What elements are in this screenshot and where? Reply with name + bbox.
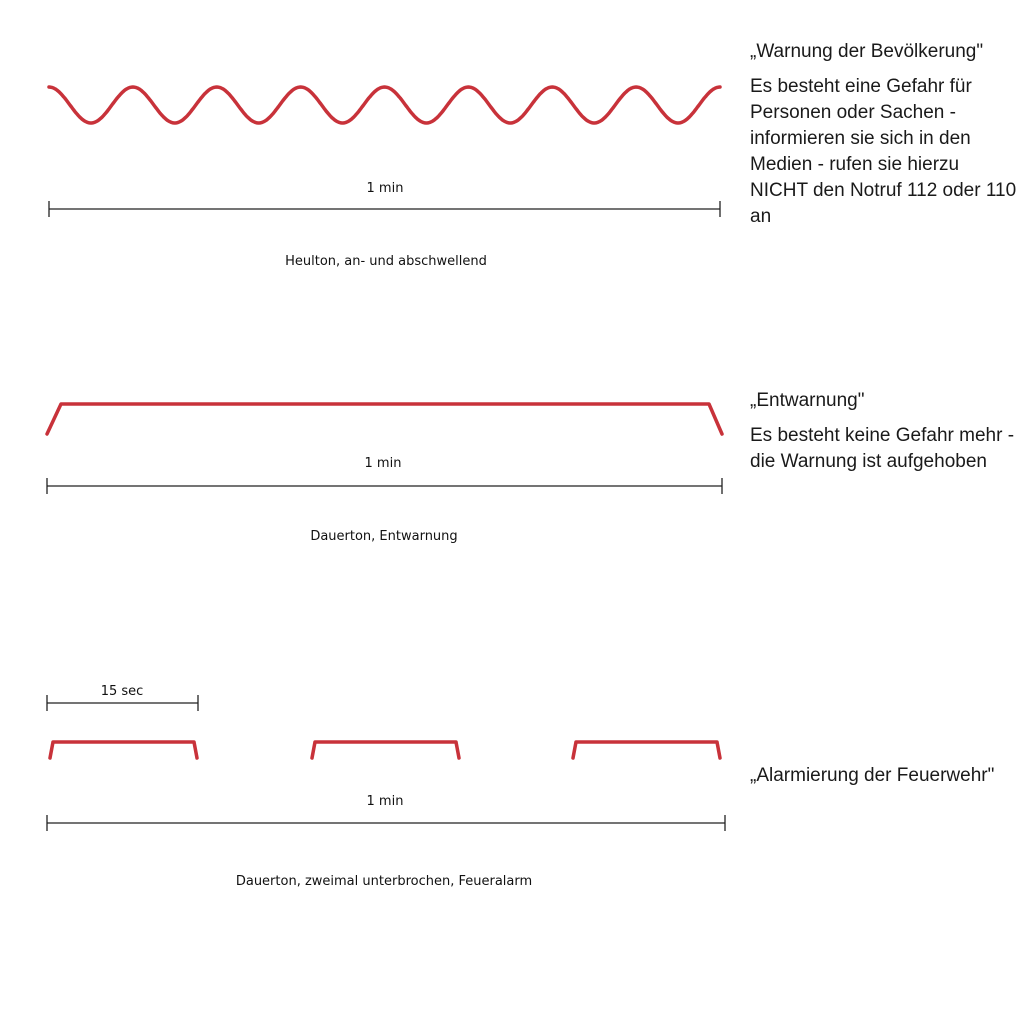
duration-label-feuerwehr: 1 min <box>366 794 404 809</box>
side-text-warnung <box>750 40 1020 230</box>
tone-pulse <box>50 742 197 758</box>
section-entwarnung <box>47 404 722 544</box>
section-warnung <box>49 87 720 269</box>
caption-entwarnung: Dauerton, Entwarnung <box>310 529 458 544</box>
duration-label-warnung: 1 min <box>366 181 404 196</box>
continuous-signal <box>47 404 722 434</box>
duration-label-entwarnung: 1 min <box>364 456 402 471</box>
title-feuerwehr: „Alarmierung der Feuerwehr" <box>750 765 995 786</box>
tone-pulse <box>312 742 459 758</box>
tone-pulse <box>573 742 720 758</box>
description-warnung: Es besteht eine Gefahr für Personen oder Sachen - informieren sie sich in den Medien - rufen sie hierzu NICHT den Notruf 112 oder 110 an <box>750 76 1017 227</box>
caption-feuerwehr: Dauerton, zweimal unterbrochen, Feueralarm <box>235 874 533 889</box>
caption-warnung: Heulton, an- und abschwellend <box>285 254 487 269</box>
time-scale-entwarnung <box>47 478 722 494</box>
section-feuerwehr <box>47 684 725 889</box>
side-text-feuerwehr <box>750 764 1020 798</box>
title-warnung: „Warnung der Bevölkerung" <box>750 41 984 62</box>
interrupted-signal <box>50 742 720 758</box>
wave-signal <box>49 87 720 123</box>
title-entwarnung: „Entwarnung" <box>750 390 865 411</box>
time-scale-feuerwehr <box>47 815 725 831</box>
side-text-entwarnung <box>750 389 1020 475</box>
time-scale-warnung <box>49 201 720 217</box>
description-entwarnung: Es besteht keine Gefahr mehr - die Warnung ist aufgehoben <box>750 425 1015 472</box>
sub-duration-label-feuerwehr: 15 sec <box>100 684 144 699</box>
